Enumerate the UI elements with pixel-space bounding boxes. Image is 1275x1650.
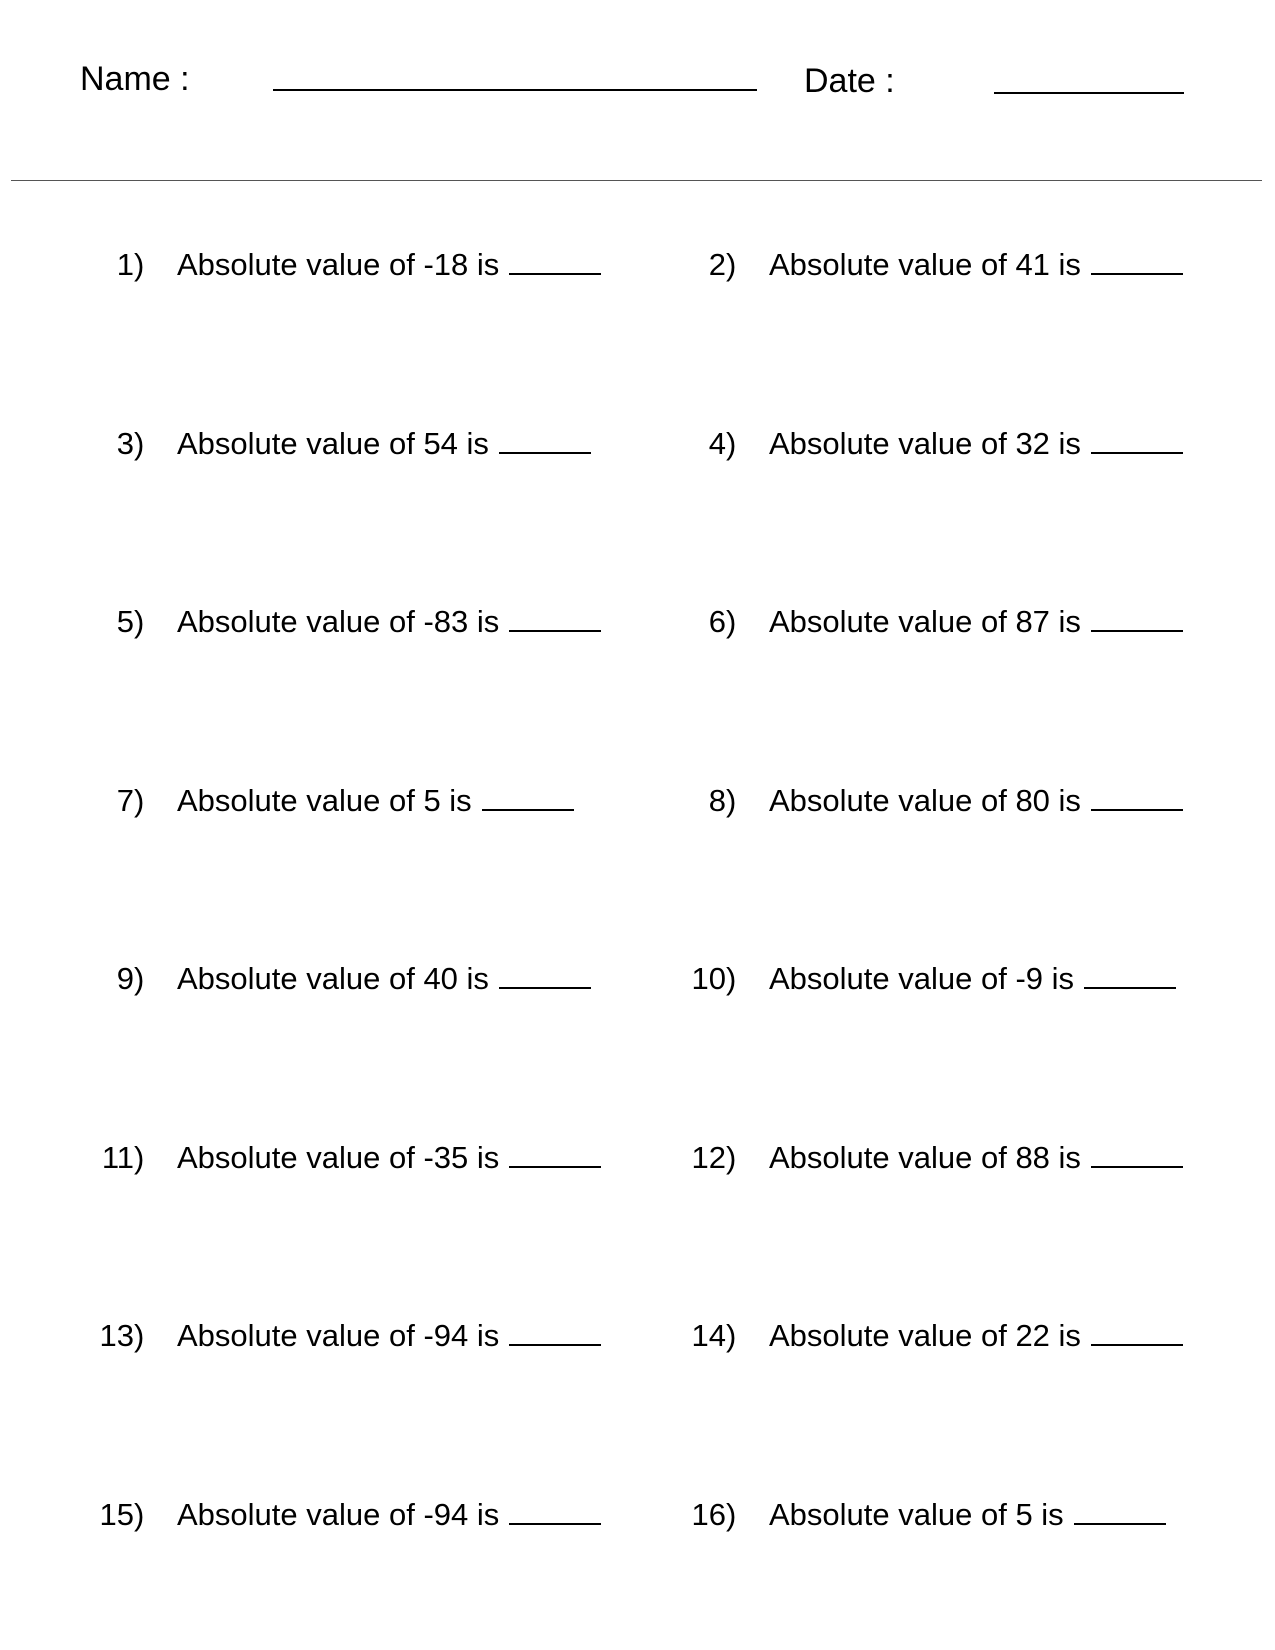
date-label: Date : <box>804 62 895 100</box>
answer-blank[interactable] <box>1091 783 1183 811</box>
problem-number: 14 <box>691 1318 726 1353</box>
problem-number: 10 <box>691 961 726 996</box>
answer-blank[interactable] <box>509 604 601 632</box>
problem-number: 5 <box>116 604 134 639</box>
problem-number: 16 <box>691 1497 726 1532</box>
problem-paren: ) <box>134 961 145 996</box>
problem-number: 7 <box>116 783 134 818</box>
name-label: Name : <box>80 60 190 98</box>
problem-paren: ) <box>726 604 737 639</box>
answer-blank[interactable] <box>1084 961 1176 989</box>
header-divider <box>11 180 1262 181</box>
problem-number: 8 <box>708 783 726 818</box>
answer-blank[interactable] <box>499 426 591 454</box>
answer-blank[interactable] <box>509 1140 601 1168</box>
problem-paren: ) <box>134 604 145 639</box>
problem-text: Absolute value of -35 is <box>177 1140 500 1175</box>
answer-blank[interactable] <box>1091 604 1183 632</box>
problem-paren: ) <box>726 247 737 282</box>
problem-number: 6 <box>708 604 726 639</box>
problem-number: 13 <box>99 1318 134 1353</box>
answer-blank[interactable] <box>509 1318 601 1346</box>
problem-number: 1 <box>116 247 134 282</box>
problem-text: Absolute value of 54 is <box>177 426 489 461</box>
answer-blank[interactable] <box>499 961 591 989</box>
problem-text: Absolute value of -18 is <box>177 247 500 282</box>
answer-blank[interactable] <box>1091 1140 1183 1168</box>
problem-number: 3 <box>116 426 134 461</box>
problem-paren: ) <box>134 1318 145 1353</box>
answer-blank[interactable] <box>1074 1497 1166 1525</box>
problem-text: Absolute value of -94 is <box>177 1318 500 1353</box>
problem-number: 12 <box>691 1140 726 1175</box>
problem-number: 11 <box>101 1140 134 1175</box>
problem-text: Absolute value of 80 is <box>769 783 1081 818</box>
problem-text: Absolute value of 5 is <box>177 783 472 818</box>
problem-paren: ) <box>134 1497 145 1532</box>
problem-text: Absolute value of 41 is <box>769 247 1081 282</box>
problem-paren: ) <box>726 1497 737 1532</box>
answer-blank[interactable] <box>509 247 601 275</box>
problem-text: Absolute value of -9 is <box>769 961 1075 996</box>
problem-text: Absolute value of 87 is <box>769 604 1081 639</box>
answer-blank[interactable] <box>509 1497 601 1525</box>
problem-text: Absolute value of 40 is <box>177 961 489 996</box>
problem-paren: ) <box>726 961 737 996</box>
answer-blank[interactable] <box>1091 426 1183 454</box>
answer-blank[interactable] <box>1091 247 1183 275</box>
problem-text: Absolute value of 22 is <box>769 1318 1081 1353</box>
problem-paren: ) <box>726 783 737 818</box>
problem-paren: ) <box>134 247 145 282</box>
problem-number: 2 <box>708 247 726 282</box>
problem-number: 9 <box>116 961 134 996</box>
problem-number: 15 <box>99 1497 134 1532</box>
answer-blank[interactable] <box>482 783 574 811</box>
problem-paren: ) <box>134 783 145 818</box>
problem-text: Absolute value of 88 is <box>769 1140 1081 1175</box>
problem-number: 4 <box>708 426 726 461</box>
problem-text: Absolute value of -94 is <box>177 1497 500 1532</box>
problem-text: Absolute value of 32 is <box>769 426 1081 461</box>
problem-paren: ) <box>134 1140 145 1175</box>
date-answer-line[interactable] <box>994 92 1184 94</box>
problem-text: Absolute value of -83 is <box>177 604 500 639</box>
problem-paren: ) <box>726 1140 737 1175</box>
answer-blank[interactable] <box>1091 1318 1183 1346</box>
problem-paren: ) <box>134 426 145 461</box>
problem-text: Absolute value of 5 is <box>769 1497 1064 1532</box>
problem-paren: ) <box>726 1318 737 1353</box>
problem-paren: ) <box>726 426 737 461</box>
name-answer-line[interactable] <box>273 89 757 91</box>
